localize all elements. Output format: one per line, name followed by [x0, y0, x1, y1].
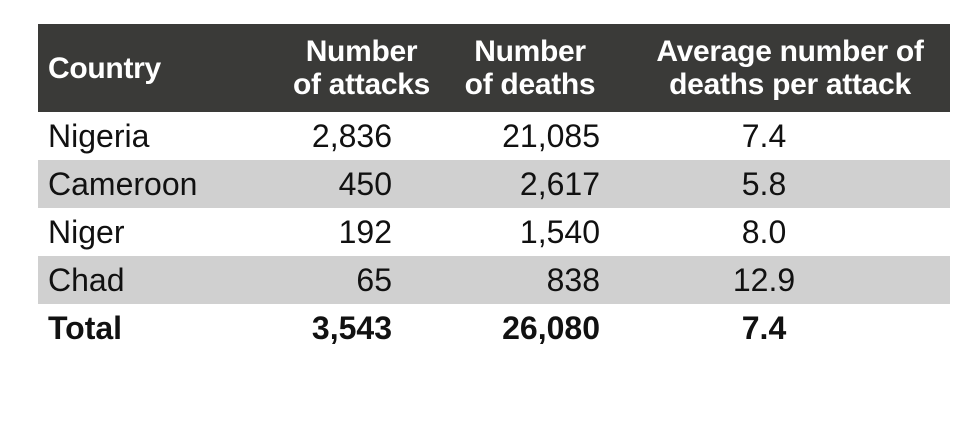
cell-country: Nigeria [48, 118, 150, 154]
total-deaths: 26,080 [502, 310, 600, 346]
header-row [38, 24, 950, 112]
cell-average: 5.8 [630, 160, 950, 208]
cell-country: Chad [38, 256, 252, 304]
cell-country: Cameroon [38, 160, 252, 208]
header-average-line1: Average number of [656, 35, 924, 68]
header-attacks-line1: Number [305, 35, 418, 68]
total-label: Total [48, 310, 123, 346]
cell-deaths: 838 [430, 256, 630, 304]
header-country: Country [38, 24, 252, 112]
table-row [38, 160, 950, 208]
total-average: 7.4 [741, 310, 787, 346]
attacks-table [38, 24, 950, 352]
total-attacks: 3,543 [311, 310, 392, 346]
attacks-table-container [38, 24, 950, 352]
cell-average: 7.4 [741, 118, 787, 154]
header-attacks-text [293, 35, 430, 101]
cell-country: Niger [48, 214, 125, 250]
cell-attacks: 2,836 [311, 118, 392, 154]
header-average-line2: deaths per attack [669, 68, 911, 101]
header-attacks [252, 24, 430, 112]
table-header [38, 24, 950, 112]
table-body [38, 112, 950, 352]
cell-attacks: 450 [252, 160, 430, 208]
total-row [38, 304, 950, 352]
table-row [38, 256, 950, 304]
cell-average: 8.0 [741, 214, 787, 250]
cell-attacks: 192 [338, 214, 392, 250]
cell-attacks: 65 [252, 256, 430, 304]
cell-deaths: 1,540 [519, 214, 600, 250]
header-deaths-line2: of deaths [464, 68, 596, 101]
cell-deaths: 21,085 [502, 118, 600, 154]
header-deaths-text [465, 35, 596, 101]
header-deaths [430, 24, 630, 112]
header-attacks-line2: of attacks [292, 68, 430, 101]
header-deaths-line1: Number [474, 35, 586, 68]
table-row [38, 208, 950, 256]
cell-deaths: 2,617 [430, 160, 630, 208]
table-row [38, 112, 950, 160]
cell-average: 12.9 [630, 256, 950, 304]
header-average [630, 24, 950, 112]
